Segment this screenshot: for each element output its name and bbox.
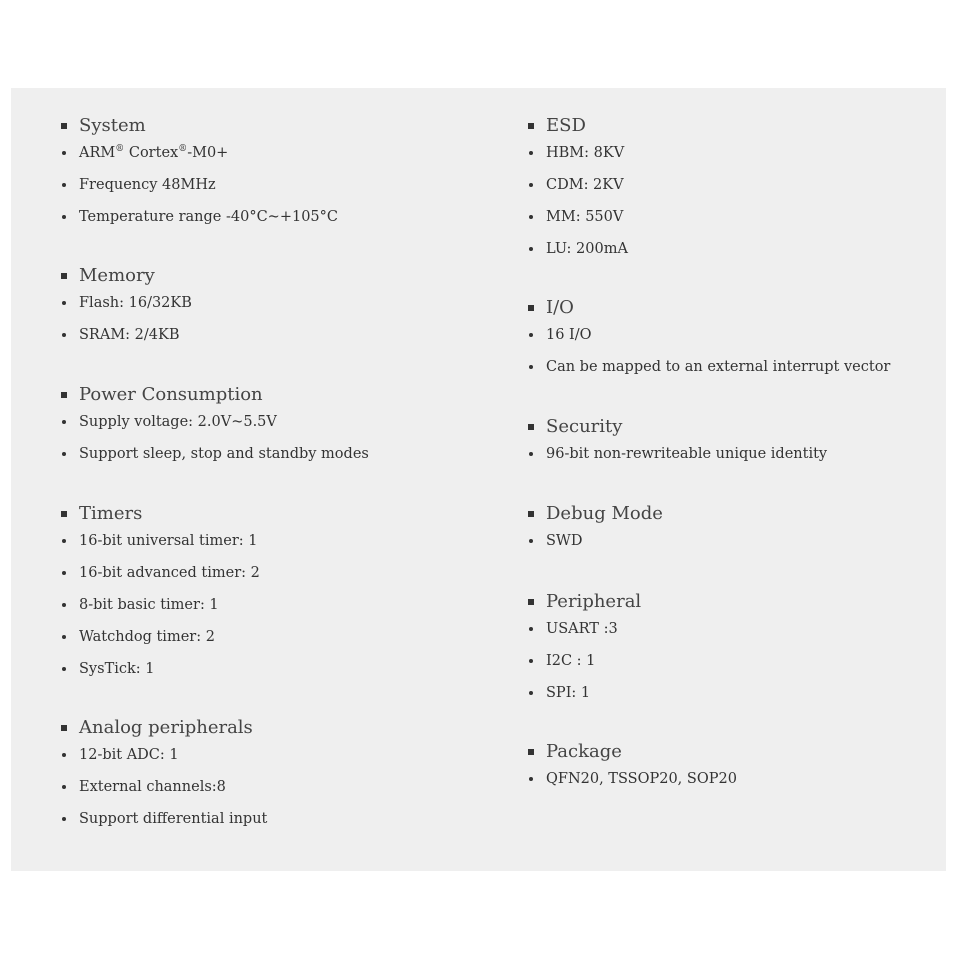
bullet-dot-icon (529, 691, 533, 695)
section-title-text: Package (546, 741, 622, 762)
section-title-text: Debug Mode (546, 503, 663, 524)
bullet-dot-icon (529, 659, 533, 663)
section-title (61, 115, 338, 137)
list-item (61, 525, 260, 557)
square-bullet-icon (61, 725, 67, 731)
list-item-text: SPI: 1 (546, 685, 591, 701)
bullet-dot-icon (62, 183, 66, 187)
list-item (528, 613, 641, 645)
bullet-dot-icon (529, 539, 533, 543)
list-item-text: Flash: 16/32KB (79, 295, 192, 311)
list-item (528, 677, 641, 709)
list-item-arm (61, 137, 338, 169)
section-title-text: I/O (546, 297, 574, 318)
bullet-dot-icon (529, 333, 533, 337)
item-list (528, 763, 737, 795)
section-security (528, 416, 827, 470)
item-list (528, 319, 890, 383)
bullet-dot-icon (529, 151, 533, 155)
list-item (528, 319, 890, 351)
list-item (528, 233, 628, 265)
list-item (61, 589, 260, 621)
list-item-text: 16 I/O (546, 327, 592, 343)
bullet-dot-icon (529, 215, 533, 219)
list-item (61, 739, 267, 771)
item-list (61, 137, 338, 233)
bullet-dot-icon (62, 151, 66, 155)
section-title (61, 384, 369, 406)
section-title (528, 503, 663, 525)
list-item-text: USART :3 (546, 621, 618, 637)
list-item-text: 16-bit universal timer: 1 (79, 533, 258, 549)
item-list (61, 739, 267, 835)
section-title (61, 717, 267, 739)
list-item-text: External channels:8 (79, 779, 226, 795)
list-item (61, 319, 192, 351)
list-item (61, 287, 192, 319)
list-item-text: HBM: 8KV (546, 145, 625, 161)
list-item (528, 137, 628, 169)
bullet-dot-icon (529, 777, 533, 781)
section-package (528, 741, 737, 795)
item-list (528, 438, 827, 470)
registered-mark: ® (178, 144, 188, 154)
section-title-text: Timers (79, 503, 143, 524)
section-title (528, 741, 737, 763)
bullet-dot-icon (62, 603, 66, 607)
list-item-text: MM: 550V (546, 209, 624, 225)
section-title (528, 591, 641, 613)
section-title-text: Peripheral (546, 591, 642, 612)
section-esd (528, 115, 628, 265)
list-item (528, 169, 628, 201)
bullet-dot-icon (62, 215, 66, 219)
bullet-dot-icon (62, 753, 66, 757)
list-item-text: 12-bit ADC: 1 (79, 747, 179, 763)
list-item-text: 16-bit advanced timer: 2 (79, 565, 260, 581)
bullet-dot-icon (62, 420, 66, 424)
list-item (528, 201, 628, 233)
list-item (61, 771, 267, 803)
square-bullet-icon (528, 599, 534, 605)
list-item-text: CDM: 2KV (546, 177, 624, 193)
list-item (61, 803, 267, 835)
item-list (61, 525, 260, 685)
section-title (61, 265, 192, 287)
list-item-text: Support differential input (79, 811, 268, 827)
list-item-text: SRAM: 2/4KB (79, 327, 180, 343)
bullet-dot-icon (529, 183, 533, 187)
section-peripheral (528, 591, 641, 709)
list-item (61, 621, 260, 653)
list-item (528, 438, 827, 470)
section-analog-peripherals (61, 717, 267, 835)
section-system (61, 115, 338, 233)
section-title (528, 416, 827, 438)
bullet-dot-icon (62, 571, 66, 575)
registered-mark: ® (115, 144, 125, 154)
section-title-text: ESD (546, 115, 586, 136)
bullet-dot-icon (529, 247, 533, 251)
list-item-text: Frequency 48MHz (79, 177, 216, 193)
section-power-consumption (61, 384, 369, 470)
bullet-dot-icon (62, 301, 66, 305)
section-debug-mode (528, 503, 663, 557)
list-item-text: Supply voltage: 2.0V~5.5V (79, 414, 277, 430)
list-item (61, 169, 338, 201)
section-title-text: Analog peripherals (79, 717, 253, 738)
bullet-dot-icon (62, 539, 66, 543)
bullet-dot-icon (62, 333, 66, 337)
section-title-text: Memory (79, 265, 155, 286)
list-item-text: QFN20, TSSOP20, SOP20 (546, 771, 737, 787)
list-item (61, 406, 369, 438)
list-item-text: 96-bit non-rewriteable unique identity (546, 446, 828, 462)
list-item-text: Watchdog timer: 2 (79, 629, 215, 645)
square-bullet-icon (61, 392, 67, 398)
section-title (528, 115, 628, 137)
list-item-text: LU: 200mA (546, 241, 628, 257)
square-bullet-icon (528, 749, 534, 755)
square-bullet-icon (61, 511, 67, 517)
list-item (528, 351, 890, 383)
list-item (528, 645, 641, 677)
list-item-text: Can be mapped to an external interrupt vector (546, 359, 891, 375)
item-list (61, 406, 369, 470)
arm-text: ARM (79, 145, 116, 161)
square-bullet-icon (528, 305, 534, 311)
square-bullet-icon (528, 511, 534, 517)
bullet-dot-icon (62, 817, 66, 821)
list-item (61, 653, 260, 685)
square-bullet-icon (61, 123, 67, 129)
item-list (528, 525, 663, 557)
list-item (528, 763, 737, 795)
cortex-text: Cortex (124, 145, 179, 161)
bullet-dot-icon (62, 452, 66, 456)
list-item-text: Support sleep, stop and standby modes (79, 446, 369, 462)
feature-panel (11, 88, 946, 871)
list-item-text: Temperature range -40°C~+105°C (79, 209, 339, 225)
list-item (528, 525, 663, 557)
item-list (528, 137, 628, 265)
bullet-dot-icon (529, 365, 533, 369)
bullet-dot-icon (62, 667, 66, 671)
bullet-dot-icon (62, 785, 66, 789)
section-title-text: Power Consumption (79, 384, 263, 405)
item-list (528, 613, 641, 709)
bullet-dot-icon (62, 635, 66, 639)
m0-text: -M0+ (187, 145, 229, 161)
section-title (61, 503, 260, 525)
section-title-text: System (79, 115, 146, 136)
square-bullet-icon (61, 273, 67, 279)
list-item (61, 438, 369, 470)
list-item-text: 8-bit basic timer: 1 (79, 597, 219, 613)
square-bullet-icon (528, 123, 534, 129)
square-bullet-icon (528, 424, 534, 430)
list-item (61, 201, 338, 233)
section-title (528, 297, 890, 319)
list-item-text: SysTick: 1 (79, 661, 155, 677)
bullet-dot-icon (529, 452, 533, 456)
item-list (61, 287, 192, 351)
section-timers (61, 503, 260, 685)
section-io (528, 297, 890, 383)
bullet-dot-icon (529, 627, 533, 631)
list-item (61, 557, 260, 589)
list-item-text: SWD (546, 533, 583, 549)
list-item-text: I2C : 1 (546, 653, 596, 669)
section-title-text: Security (546, 416, 623, 437)
section-memory (61, 265, 192, 351)
